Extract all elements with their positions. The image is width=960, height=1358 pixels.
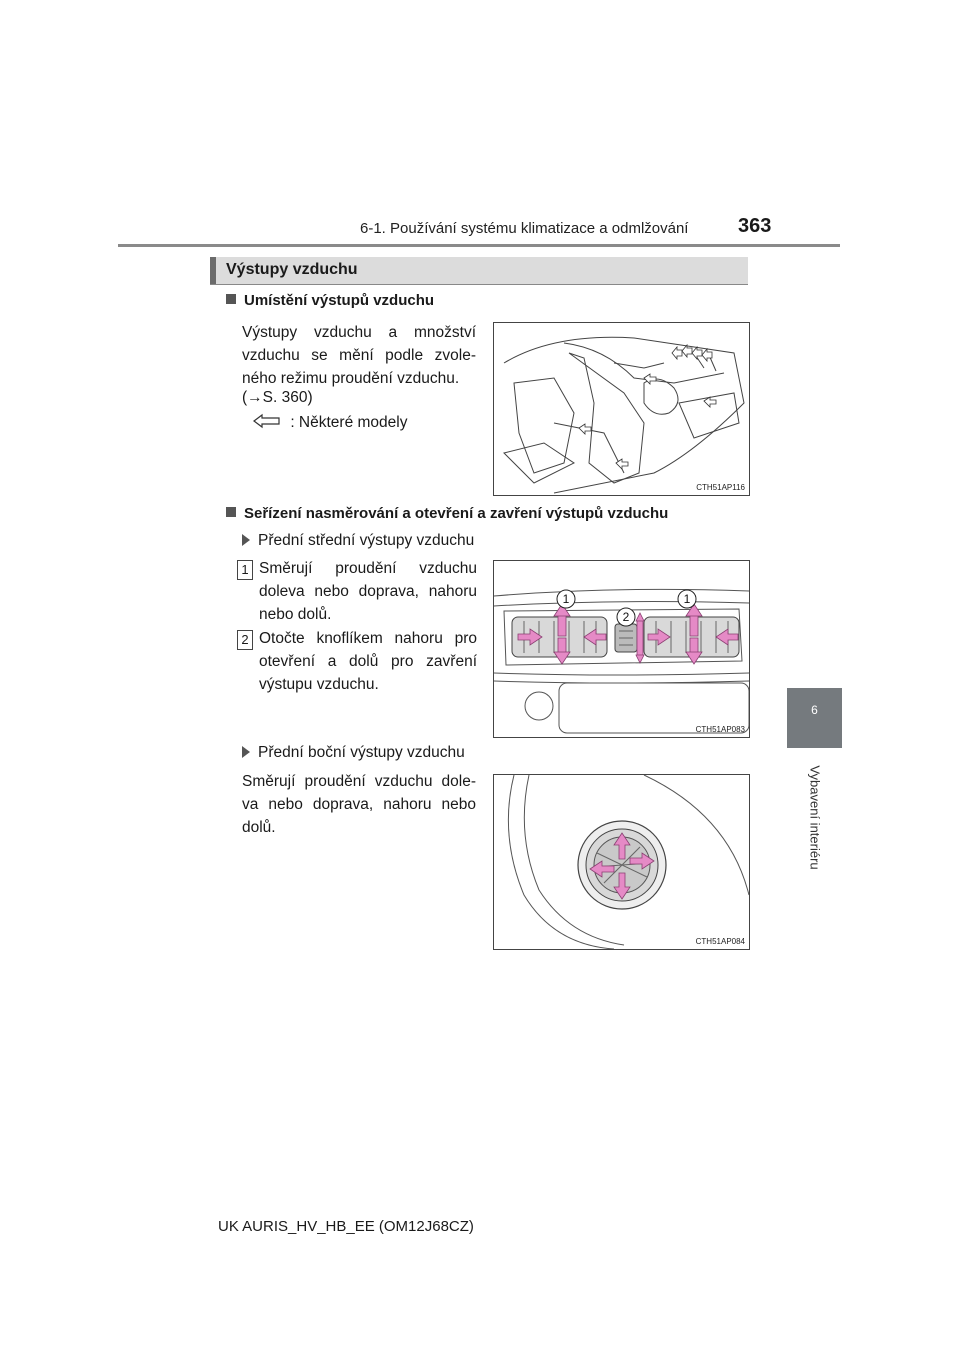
outline-arrow-left-icon bbox=[252, 413, 282, 429]
figure-center-vents bbox=[493, 560, 750, 738]
subsection-text: Výstupy vzduchu a množství vzduchu se mění podle zvole-ného režimu proudění vzduchu. bbox=[242, 324, 476, 387]
car-interior-illustration bbox=[494, 323, 749, 495]
page-number: 363 bbox=[738, 215, 772, 237]
side-vent-illustration bbox=[494, 775, 749, 949]
square-bullet-icon bbox=[226, 507, 236, 517]
section-header bbox=[210, 257, 748, 285]
figure-code: CTH51AP084 bbox=[695, 937, 745, 946]
page-reference: (→S. 360) bbox=[242, 389, 313, 406]
item-number: 1 bbox=[237, 560, 253, 580]
front-side-text: Směrují proudění vzduchu dole-va nebo doprava, nahoru nebo dolů. bbox=[242, 773, 476, 836]
chapter-tab-label: Vybavení interiéru bbox=[807, 765, 823, 870]
callout-2: 2 bbox=[622, 610, 630, 624]
section-title: Výstupy vzduchu bbox=[226, 261, 358, 278]
callout-1: 1 bbox=[562, 592, 570, 606]
triangle-bullet-icon bbox=[242, 746, 250, 758]
header-rule bbox=[118, 244, 840, 247]
figure-interior bbox=[493, 322, 750, 496]
figure-side-vent bbox=[493, 774, 750, 950]
figure-code: CTH51AP116 bbox=[696, 483, 745, 492]
center-vents-illustration bbox=[494, 561, 749, 737]
chapter-tab-number: 6 bbox=[811, 703, 818, 717]
front-side-title: Přední boční výstupy vzduchu bbox=[242, 741, 465, 764]
front-center-title: Přední střední výstupy vzduchu bbox=[242, 529, 474, 552]
arrow-right-icon: → bbox=[247, 389, 263, 406]
model-code: UK AURIS_HV_HB_EE (OM12J68CZ) bbox=[218, 1218, 474, 1235]
chapter-tab bbox=[787, 688, 842, 748]
item-text: Otočte knoflíkem nahoru pro otevření a dolů pro zavření výstupu vzduchu. bbox=[259, 630, 477, 693]
callout-1: 1 bbox=[683, 592, 691, 606]
subsection-heading: Seřízení nasměrování a otevření a zavření výstupů vzduchu bbox=[226, 505, 668, 522]
item-number: 2 bbox=[237, 630, 253, 650]
figure-code: CTH51AP083 bbox=[695, 725, 745, 734]
legend: : Některé modely bbox=[252, 411, 407, 434]
square-bullet-icon bbox=[226, 294, 236, 304]
chapter-title: 6-1. Používání systému klimatizace a odmlžování bbox=[360, 220, 689, 237]
triangle-bullet-icon bbox=[242, 534, 250, 546]
subsection-heading: Umístění výstupů vzduchu bbox=[226, 292, 434, 309]
item-text: Směrují proudění vzduchu doleva nebo doprava, nahoru nebo dolů. bbox=[259, 560, 477, 623]
